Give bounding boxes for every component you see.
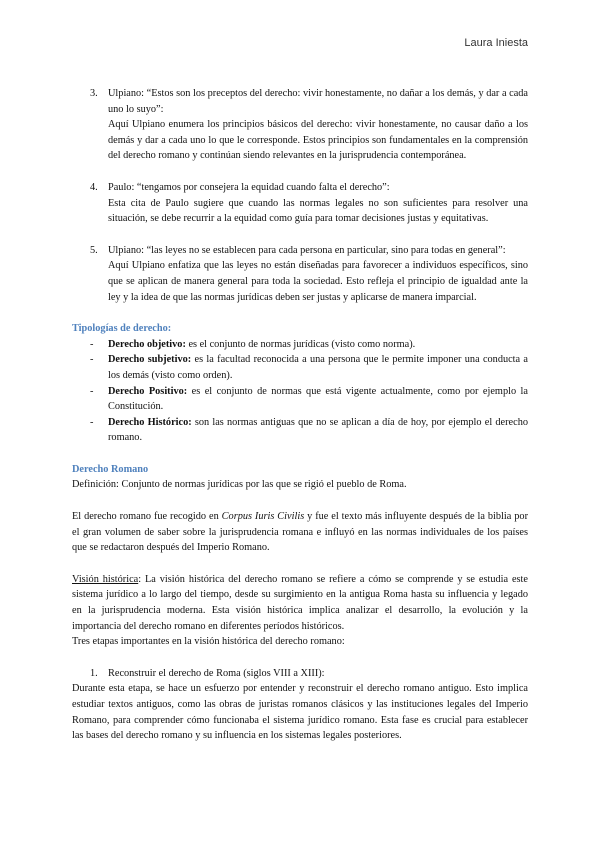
quote-item [72, 180, 528, 227]
quote-item [72, 86, 528, 164]
quote-explanation: Aquí Ulpiano enumera los principios básicos del derecho: vivir honestamente, no causar daño a los demás y dar a cada uno lo que le corresponde. Estos principios son fundamentales en la comprensión del derecho romano y continúan siendo relevantes en la jurisprudencia contemporánea. [108, 119, 528, 162]
etapa-item [72, 666, 528, 682]
corpus-title: Corpus Iuris Civilis [221, 511, 305, 523]
term: Derecho subjetivo: [108, 354, 192, 366]
definition: son las normas antiguas que no se aplican a día de hoy, por ejemplo el derecho romano. [108, 416, 528, 444]
page-header-author: Laura Iniesta [464, 37, 528, 49]
document-body [72, 86, 528, 744]
list-item: - Derecho Histórico: son las normas antiguas que no se aplican a día de hoy, por ejemplo el derecho romano. [90, 416, 528, 444]
item-number: 5. [90, 244, 98, 256]
list-item: - Derecho subjetivo: es la facultad reconocida a una persona que le permite imponer una conducta a los demás (visto como orden). [90, 354, 528, 381]
quote-item [72, 243, 528, 305]
paragraph-vision-historica: Visión histórica: La visión histórica del derecho romano se refiere a cómo se comprende y se estudia este sistema jurídico a lo largo del tiempo, desde su surgimiento en la antigua Roma hasta su influencia y legado en la jurisprudencia moderna. Esta visión histórica implica analizar el desarrollo, la evolución y la importancia del derecho romano en diferentes períodos históricos. [72, 573, 528, 632]
tres-etapas-line: Tres etapas importantes en la visión histórica del derecho romano: [72, 636, 345, 648]
etapa-paragraph: Durante esta etapa, se hace un esfuerzo por entender y reconstruir el derecho romano antiguo. Esto implica estudiar textos antiguos, como las obras de juristas romanos clásicos y las instituciones legales del Imperio Romano, para comprender cómo funcionaba el sistema jurídico romano. Esta fase es crucial para establecer las bases del derecho romano y su influencia en los sistemas legales posteriores. [72, 683, 528, 742]
section-heading-derecho-romano: Derecho Romano [72, 463, 149, 475]
section-heading-tipologias: Tipologías de derecho: [72, 323, 172, 335]
vision-label: Visión histórica [72, 573, 139, 585]
term: Derecho objetivo: [108, 338, 186, 350]
quote-text: Ulpiano: “las leyes no se establecen para cada persona en particular, sino para todas en general”: [108, 244, 506, 256]
term: Derecho Positivo: [108, 385, 188, 397]
definition: es la facultad reconocida a una persona que le permite imponer una conducta a los demás (visto como orden). [108, 354, 528, 381]
item-number: 4. [90, 181, 98, 193]
item-number: 3. [90, 88, 98, 99]
quote-text: Ulpiano: “Estos son los preceptos del derecho: vivir honestamente, no dañar a los demás, y dar a cada uno lo suyo”: [108, 88, 528, 115]
quote-explanation: Esta cita de Paulo sugiere que cuando las normas legales no son suficientes para resolver una situación, se debe recurrir a la equidad como guía para tomar decisiones justas y equitativas. [108, 197, 528, 225]
quote-text: Paulo: “tengamos por consejera la equidad cuando falta el derecho”: [108, 181, 390, 193]
term: Derecho Histórico: [108, 416, 192, 428]
list-item: - Derecho Positivo: es el conjunto de normas que está vigente actualmente, como por ejemplo la Constitución. [90, 385, 528, 413]
etapa-title: Reconstruir el derecho de Roma (siglos VIII a XIII): [108, 667, 325, 679]
item-number: 1. [90, 667, 98, 679]
list-item: - Derecho objetivo: es el conjunto de normas jurídicas (visto como norma). [90, 338, 416, 350]
definition: es el conjunto de normas jurídicas (visto como norma). [185, 338, 416, 350]
definition: es el conjunto de normas que está vigente actualmente, como por ejemplo la Constitución. [108, 385, 528, 413]
quote-explanation: Aquí Ulpiano enfatiza que las leyes no están diseñadas para favorecer a individuos específicos, sino que se aplican de manera general para toda la sociedad. Esto refleja el principio de igualdad ante la ley y la idea de que las normas jurídicas deben ser justas y aplicarse de manera imparcial. [108, 260, 528, 303]
paragraph-corpus: El derecho romano fue recogido en Corpus Iuris Civilis y fue el texto más influyente después de la biblia por el gran volumen de saber sobre la jurisprudencia romana e influyó en las normas individuales de los países que se redactaron después del Imperio Romano. [72, 511, 529, 554]
definition-paragraph: Definición: Conjunto de normas jurídicas por las que se rigió el pueblo de Roma. [72, 479, 407, 491]
